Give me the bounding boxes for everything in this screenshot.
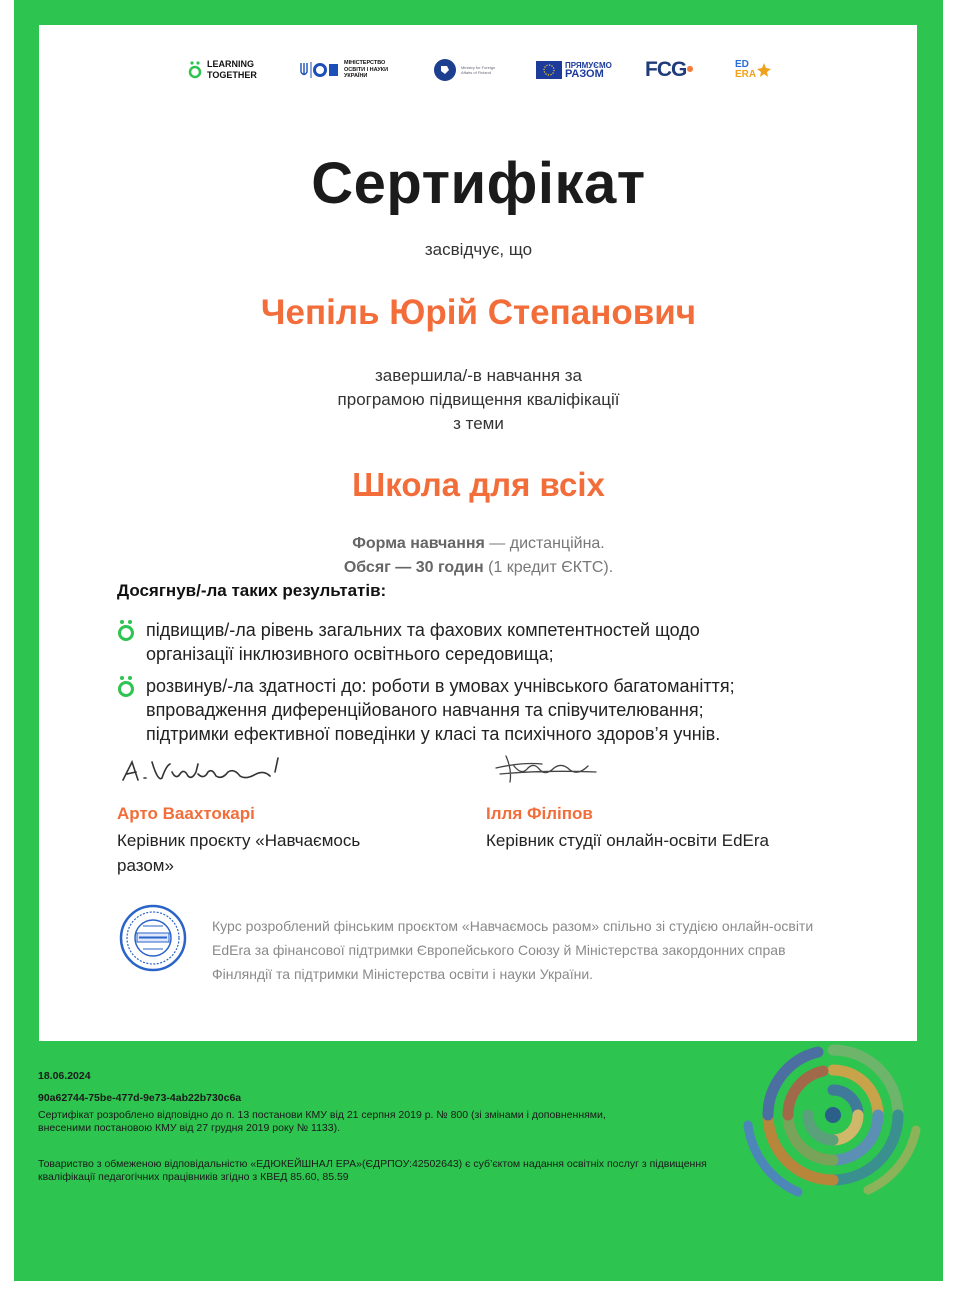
result-line: організації інклюзивного освітнього середовища; — [146, 644, 554, 664]
logo-text: FCG — [645, 58, 687, 81]
recipient-name: Чепіль Юрій Степанович — [260, 293, 697, 332]
learning-together-icon — [188, 60, 202, 80]
funding-note: Курс розроблений фінським проєктом «Навчаємось разом» спільно зі студією онлайн-освіти EdEra за фінансової підтримки Європейського Союзу й Міністерства закордонних справ Фінляндії та підтримки Міністерства освіти і науки України. — [212, 918, 814, 982]
completion-text — [0, 364, 957, 436]
study-form — [0, 532, 957, 580]
learning-together-logo — [188, 50, 257, 90]
result-line: підтримки ефективної поведінки у класі та психічного здоров’я учнів. — [146, 724, 721, 744]
volume-label: Обсяг — 30 годин — [343, 559, 484, 576]
finland-emblem-icon — [433, 58, 457, 82]
logo-text: УКРАЇНИ — [344, 73, 368, 80]
result-line: впровадження диференційованого навчання та співучителювання; — [146, 700, 704, 720]
completion-line: завершила/-в навчання за — [374, 366, 583, 385]
legal-text-2: Товариство з обмеженою відповідальністю «ЕДЮКЕЙШНАЛ ЕРА»(ЄДРПОУ:42502643) є суб’єктом надання освітніх послуг з підвищення кваліфікації педагогічних працівників згідно з КВЕД 85.60, 85.59 — [38, 1158, 707, 1183]
legal-text-1: Сертифікат розроблено відповідно до п. 13 постанови КМУ від 21 серпня 2019 р. № 800 (зі змінами і доповненнями, внесеними постановою КМУ від 27 грудня 2019 року № 1133). — [38, 1109, 606, 1134]
completion-line: програмою підвищення кваліфікації — [337, 390, 620, 409]
results-heading: Досягнув/-ла таких результатів: — [117, 581, 387, 600]
fcg-logo: FCG • — [645, 58, 693, 81]
signature-1 — [118, 752, 293, 792]
result-line: підвищив/-ла рівень загальних та фахових компетентностей щодо — [146, 620, 700, 640]
ministry-education-logo — [298, 50, 388, 90]
bullet-icon — [117, 619, 135, 643]
certificate-id: 90a62744-75be-477d-9e73-4ab22b730c6a — [38, 1092, 242, 1104]
course-title: Школа для всіх — [352, 466, 605, 503]
logo-text: ПРЯМУЄМО — [565, 61, 612, 70]
volume-value: (1 кредит ЄКТС). — [483, 559, 614, 576]
signatory-role: разом» — [117, 856, 174, 875]
signatory-2 — [486, 803, 866, 853]
signatory-name: Ілля Філіпов — [486, 804, 593, 823]
result-item — [120, 618, 700, 666]
bullet-icon — [117, 675, 135, 699]
completion-line: з теми — [453, 414, 504, 433]
signatory-name: Арто Ваахтокарі — [117, 804, 255, 823]
trident-icon — [298, 60, 340, 80]
signature-2 — [492, 752, 602, 786]
result-line: розвинув/-ла здатності до: роботи в умовах учнівського багатоманіття; — [146, 676, 735, 696]
signatory-role: Керівник студії онлайн-освіти EdEra — [486, 831, 769, 850]
signatory-role: Керівник проєкту «Навчаємось — [117, 831, 361, 850]
official-stamp — [119, 904, 187, 972]
certificate-title: Сертифікат — [311, 151, 646, 216]
form-value: — дистанційна. — [484, 535, 605, 552]
decorative-spiral — [738, 1030, 928, 1200]
partner-logos — [0, 50, 957, 90]
logo-text: TOGETHER — [207, 70, 257, 80]
logo-text: Ministry for Foreign — [461, 65, 496, 70]
ministry-foreign-affairs-logo — [433, 50, 521, 90]
issue-date: 18.06.2024 — [38, 1070, 91, 1082]
logo-text: Affairs of Finland — [461, 70, 491, 75]
logo-text: ERA — [735, 69, 757, 80]
form-label: Форма навчання — [352, 535, 485, 552]
logo-text: LEARNING — [207, 59, 254, 69]
edera-star-icon — [756, 62, 772, 78]
edera-logo — [735, 50, 772, 90]
logo-text: РАЗОМ — [565, 68, 604, 80]
result-item — [120, 674, 735, 746]
logo-text: ОСВІТИ І НАУКИ — [344, 66, 389, 73]
certifies-text: засвідчує, що — [424, 240, 533, 259]
eu-logo — [536, 50, 612, 90]
signatory-1 — [117, 803, 437, 878]
eu-flag-icon — [536, 61, 562, 79]
logo-text: МІНІСТЕРСТВО — [344, 60, 386, 67]
logo-text: ED — [735, 59, 749, 70]
